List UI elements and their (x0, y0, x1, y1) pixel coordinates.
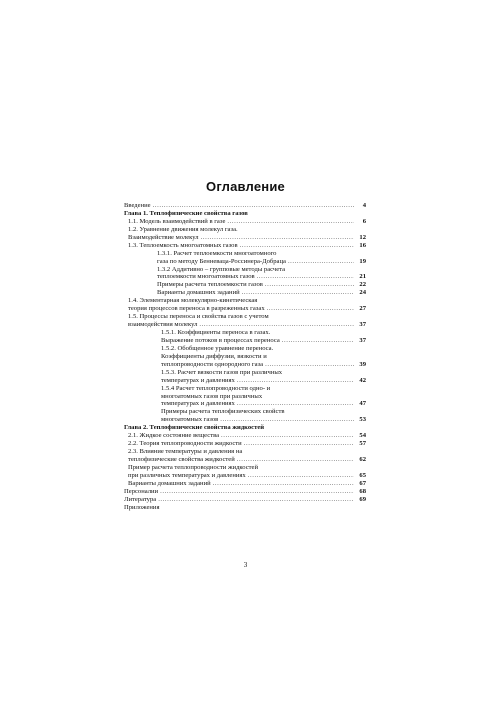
toc-entry-text: 1.5.4 Расчет теплопроводности одно- и (161, 384, 271, 392)
toc-entry-page: 27 (359, 305, 366, 313)
dot-leader (199, 321, 354, 329)
toc-entry-page: 57 (359, 440, 366, 448)
toc-entry-text: теплофизические свойства жидкостей (128, 456, 235, 463)
toc-entry-text: Литература (124, 495, 157, 503)
dot-leader (158, 496, 354, 504)
toc-entry-page: 6 (362, 217, 366, 225)
toc-entry-text: 1.5.2. Обобщенное уравнение переноса. (161, 344, 274, 352)
dot-leader (213, 480, 354, 488)
toc-entry-text: многоатомных газов при различных (161, 392, 263, 400)
toc-entry-page: 39 (359, 360, 366, 368)
toc-entry-page: 4 (362, 202, 366, 209)
toc-entry-text: Введение (124, 202, 151, 209)
dot-leader (153, 202, 354, 210)
dot-leader (237, 377, 354, 385)
toc-entry-page: 37 (359, 321, 366, 329)
toc-entry-text: Коэффициенты диффузии, вязкости и (161, 352, 267, 360)
toc-entry-text: 1.1. Модель взаимодействий в газе (128, 217, 226, 225)
toc-entry-text: Варианты домашних заданий (128, 479, 211, 487)
toc-entry-page: 62 (359, 456, 366, 463)
toc-entry (124, 281, 366, 289)
toc-entry (124, 424, 366, 432)
toc-entry-text: газа по методу Бенневаца-Россинера-Добраца (157, 257, 286, 265)
dot-leader (220, 416, 354, 424)
dot-leader (240, 242, 354, 250)
toc-entry (124, 353, 366, 361)
toc-entry-text: 1.3.1. Расчет теплоемкости многоатомного (157, 249, 277, 257)
toc-entry (124, 385, 366, 393)
toc-entry (124, 345, 366, 353)
toc-entry-text: 1.3. Теплоемкость многоатомных газов (128, 241, 238, 249)
toc-entry-text: Варианты домашних заданий (157, 289, 240, 297)
toc-entry (124, 273, 366, 281)
toc-entry (124, 361, 366, 369)
toc-entry (124, 377, 366, 385)
toc-entry-text: 1.5.1. Коэффициенты переноса в газах. (161, 329, 271, 336)
dot-leader (248, 472, 354, 480)
toc-entry-text: Глава 1. Теплофизические свойства газов (124, 209, 248, 217)
toc-entry (124, 496, 366, 504)
toc-entry-page: 37 (359, 336, 366, 344)
toc-entry-text: температурах и давлениях (161, 400, 235, 408)
toc-entry-page: 47 (359, 400, 366, 408)
toc-entry-page: 12 (359, 233, 366, 241)
toc-entry (124, 250, 366, 258)
toc-entry (124, 440, 366, 448)
toc-entry-text: теплопроводности однородного газа (161, 360, 264, 368)
toc-entry (124, 369, 366, 377)
dot-leader (201, 234, 354, 242)
toc-entry (124, 242, 366, 250)
toc-entry-text: 2.2. Теория теплопроводности жидкости (128, 440, 242, 448)
dot-leader (237, 456, 354, 464)
toc-entry (124, 305, 366, 313)
toc-entry-page: 69 (359, 495, 366, 503)
toc-entry-text: Выражение потоков в процессах переноса (161, 336, 280, 344)
toc-entry-text: многоатомных газов (161, 416, 219, 424)
toc-entry-text: 2.1. Жидкое состояние вещества (128, 432, 220, 440)
toc-entry (124, 297, 366, 305)
toc-entry (124, 393, 366, 401)
toc-entry (124, 289, 366, 297)
toc-entry-page: 68 (359, 487, 366, 495)
toc-entry (124, 218, 366, 226)
toc-entry (124, 408, 366, 416)
toc-title: Оглавление (206, 179, 285, 194)
toc-entry (124, 202, 366, 210)
dot-leader (242, 289, 354, 297)
table-of-contents (124, 202, 366, 512)
toc-entry-page: 67 (359, 479, 366, 487)
toc-entry-text: 1.4. Элементарная молекулярно-кинетическая (128, 297, 258, 305)
toc-entry-text: 2.3. Влияние температуры и давления на (128, 448, 243, 456)
toc-entry-text: Персоналии (124, 487, 159, 495)
toc-entry (124, 210, 366, 218)
toc-entry (124, 432, 366, 440)
toc-entry-text: 1.5.3. Расчет вязкости газов при различных (161, 368, 283, 376)
dot-leader (257, 273, 354, 281)
dot-leader (160, 488, 354, 496)
toc-entry-page: 53 (359, 416, 366, 424)
toc-entry-text: Примеры расчета теплоемкости газов (157, 281, 263, 289)
toc-entry-page: 22 (359, 281, 366, 289)
toc-entry-text: при различных температурах и давлениях (128, 471, 246, 479)
toc-entry (124, 480, 366, 488)
toc-entry (124, 448, 366, 456)
toc-entry (124, 266, 366, 274)
toc-entry-page: 16 (359, 241, 366, 249)
toc-entry (124, 313, 366, 321)
toc-entry (124, 472, 366, 480)
dot-leader (265, 361, 354, 369)
toc-entry-text: 1.5. Процессы переноса и свойства газов с учетом (128, 313, 269, 321)
toc-entry-text: Взаимодействие молекул (128, 233, 199, 241)
page-number: 3 (243, 561, 248, 569)
toc-entry (124, 321, 366, 329)
toc-entry (124, 416, 366, 424)
toc-entry (124, 504, 366, 512)
toc-entry-text: 1.3.2 Аддитивно – групповые методы расчета (157, 265, 286, 273)
dot-leader (221, 432, 354, 440)
dot-leader (265, 281, 354, 289)
toc-entry-text: 1.2. Уравнение движения молекул газа. (128, 225, 238, 233)
toc-entry-page: 54 (359, 432, 366, 440)
dot-leader (227, 218, 354, 226)
dot-leader (244, 440, 354, 448)
toc-entry (124, 234, 366, 242)
toc-entry (124, 400, 366, 408)
toc-entry-text: теплоемкости многоатомных газов (157, 273, 255, 281)
toc-entry (124, 464, 366, 472)
toc-entry-text: Глава 2. Теплофизические свойства жидкостей (124, 424, 265, 432)
toc-entry-text: Примеры расчета теплофизических свойств (161, 408, 285, 416)
toc-entry-text: взаимодействия молекул (128, 321, 198, 329)
toc-entry (124, 456, 366, 464)
dot-leader (237, 400, 354, 408)
toc-entry-page: 19 (359, 257, 366, 265)
toc-entry (124, 226, 366, 234)
toc-entry (124, 337, 366, 345)
toc-entry-text: Пример расчета теплопроводности жидкостей (128, 463, 259, 471)
toc-entry-text: Приложения (124, 503, 160, 511)
toc-entry (124, 258, 366, 266)
dot-leader (288, 258, 354, 266)
toc-entry-page: 65 (359, 471, 366, 479)
toc-entry-text: теория процессов переноса в разреженных газах (128, 305, 265, 313)
toc-entry-page: 21 (359, 273, 366, 281)
toc-entry (124, 329, 366, 337)
dot-leader (282, 337, 354, 345)
toc-entry-page: 24 (359, 289, 366, 297)
dot-leader (267, 305, 354, 313)
toc-entry (124, 488, 366, 496)
toc-entry-text: температурах и давлениях (161, 376, 235, 384)
toc-entry-page: 42 (359, 376, 366, 384)
